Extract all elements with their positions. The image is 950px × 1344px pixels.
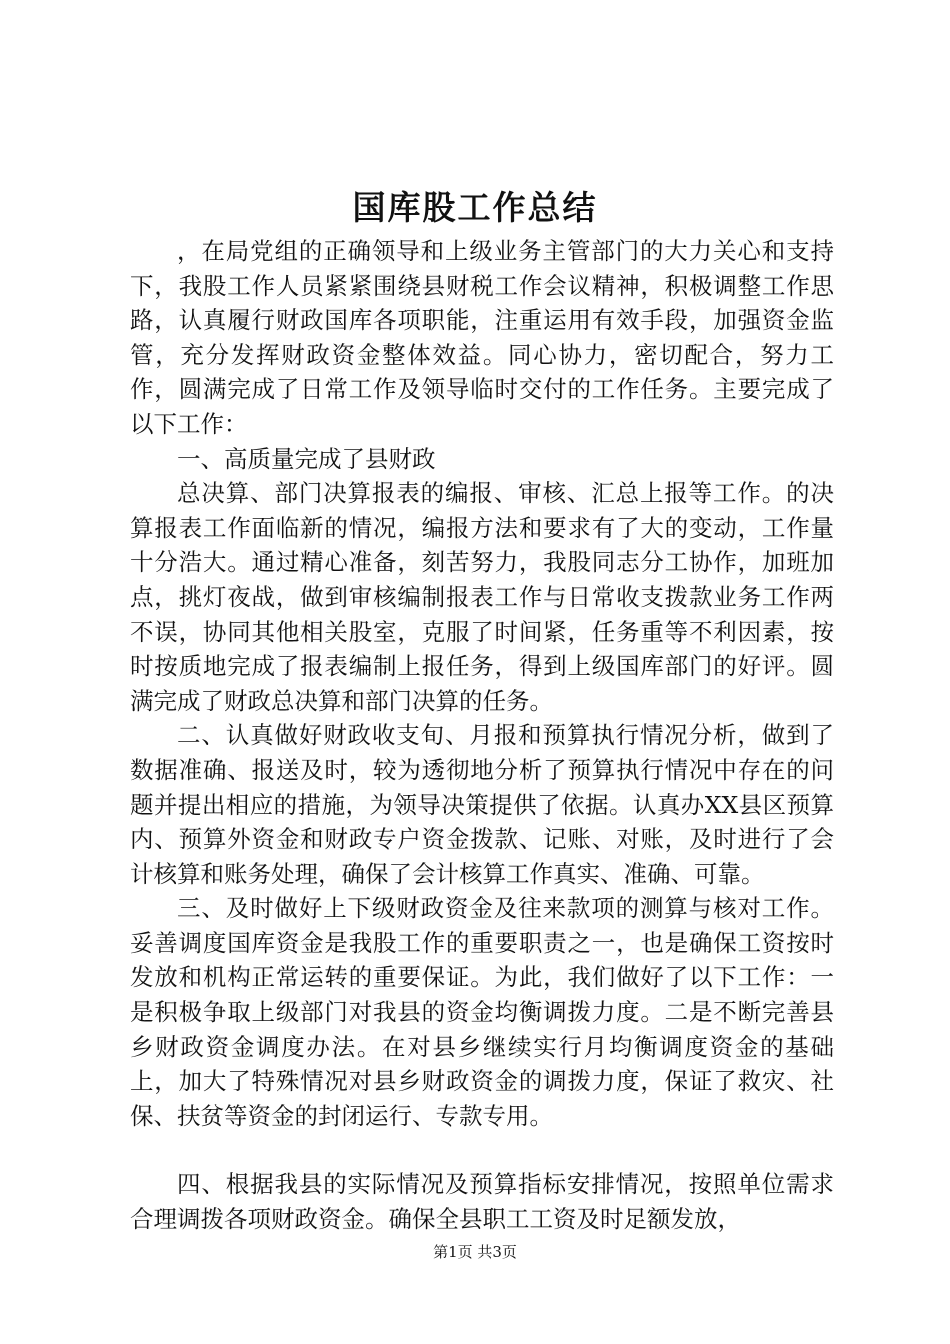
document-title: 国库股工作总结: [352, 188, 598, 227]
paragraph-section-1-body: 总决算、部门决算报表的编报、审核、汇总上报等工作。的决算报表工作面临新的情况，编报方法和要求有了大的变动，工作量十分浩大。通过精心准备，刻苦努力，我股同志分工协作，加班加点，挑灯夜战，做到审核编制报表工作与日常收支拨款业务工作两不误，协同其他相关股室，克服了时间紧，任务重等不利因素，按时按质地完成了报表编制上报任务，得到上级国库部门的好评。圆满完成了财政总决算和部门决算的任务。: [130, 479, 834, 715]
paragraph-section-1-heading: 一、高质量完成了县财政: [177, 444, 436, 473]
page-number-footer: 第1页 共3页: [433, 1243, 517, 1261]
paragraph-section-3: 三、及时做好上下级财政资金及往来款项的测算与核对工作。妥善调度国库资金是我股工作的重要职责之一，也是确保工资按时发放和机构正常运转的重要保证。为此，我们做好了以下工作：一是积极争取上级部门对我县的资金均衡调拨力度。二是不断完善县乡财政资金调度办法。在对县乡继续实行月均衡调度资金的基础上，加大了特殊情况对县乡财政资金的调拨力度，保证了救灾、社保、扶贫等资金的封闭运行、专款专用。: [130, 894, 834, 1130]
paragraph-section-4: 四、根据我县的实际情况及预算指标安排情况，按照单位需求合理调拨各项财政资金。确保全县职工工资及时足额发放，: [130, 1170, 834, 1234]
paragraph-intro: ，在局党组的正确领导和上级业务主管部门的大力关心和支持下，我股工作人员紧紧围绕县财税工作会议精神，积极调整工作思路，认真履行财政国库各项职能，注重运用有效手段，加强资金监管，充分发挥财政资金整体效益。同心协力，密切配合，努力工作，圆满完成了日常工作及领导临时交付的工作任务。主要完成了以下工作：: [130, 237, 834, 438]
paragraph-section-2: 二、认真做好财政收支旬、月报和预算执行情况分析，做到了数据准确、报送及时，较为透彻地分析了预算执行情况中存在的问题并提出相应的措施，为领导决策提供了依据。认真办XX县区预算内、预算外资金和财政专户资金拨款、记账、对账，及时进行了会计核算和账务处理，确保了会计核算工作真实、准确、可靠。: [130, 721, 834, 888]
document-body: [130, 234, 834, 1237]
